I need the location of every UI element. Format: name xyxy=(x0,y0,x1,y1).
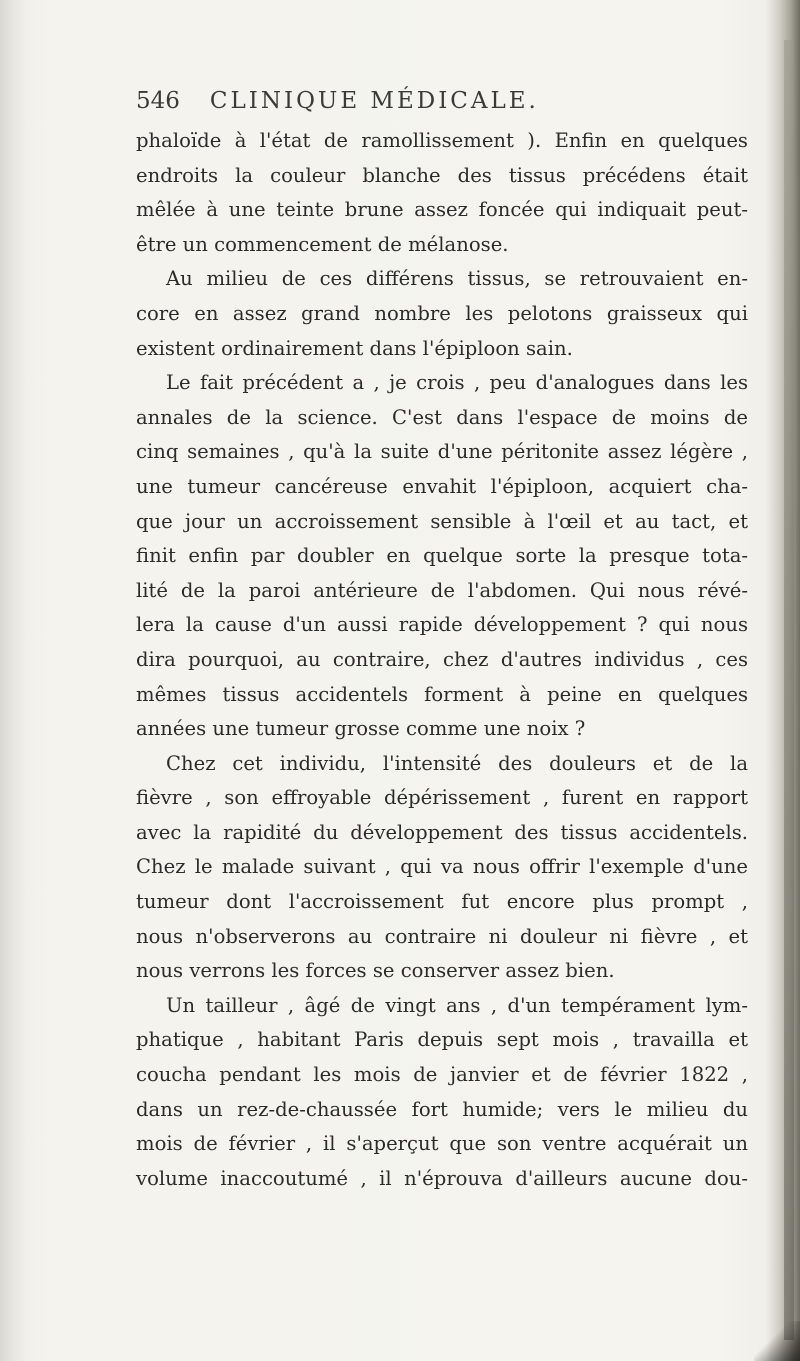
text-line: années une tumeur grosse comme une noix ? xyxy=(136,717,586,741)
text-line: que jour un accroissement sensible à l'œil et au tact, et xyxy=(136,509,748,533)
text-line: nous verrons les forces se conserver assez bien. xyxy=(136,959,615,983)
text-line: cinq semaines , qu'à la suite d'une péritonite assez légère , xyxy=(136,440,748,464)
text-line: phaloïde à l'état de ramollissement ). Enfin en quelques xyxy=(136,129,748,152)
text-line: volume inaccoutumé , il n'éprouva d'ailleurs aucune dou- xyxy=(136,1166,748,1190)
text-line: dira pourquoi, au contraire, chez d'autres individus , ces xyxy=(136,647,748,671)
text-line: Chez le malade suivant , qui va nous offrir l'exemple d'une xyxy=(136,855,748,879)
text-line: être un commencement de mélanose. xyxy=(136,232,509,256)
text-line: endroits la couleur blanche des tissus précédens était xyxy=(136,163,748,187)
text-line: existent ordinairement dans l'épiploon sain. xyxy=(136,336,573,360)
running-title: CLINIQUE MÉDICALE. xyxy=(209,88,539,114)
text-line: dans un rez-de-chaussée fort humide; vers le milieu du xyxy=(136,1097,748,1121)
page-left-edge xyxy=(0,0,26,1361)
text-line: Au milieu de ces différens tissus, se retrouvaient en- xyxy=(166,267,748,291)
text-line: mois de février , il s'aperçut que son ventre acquérait un xyxy=(136,1132,748,1156)
page-binding-shadow xyxy=(784,40,794,1340)
text-line: mêlée à une teinte brune assez foncée qui indiquait peut- xyxy=(136,198,748,222)
text-line: core en assez grand nombre les pelotons graisseux qui xyxy=(136,301,748,325)
text-line: une tumeur cancéreuse envahit l'épiploon, acquiert cha- xyxy=(136,474,748,498)
text-line: avec la rapidité du développement des tissus accidentels. xyxy=(136,820,748,844)
text-line: annales de la science. C'est dans l'espace de moins de xyxy=(136,405,748,429)
text-line: mêmes tissus accidentels forment à peine en quelques xyxy=(136,682,748,706)
text-line: lité de la paroi antérieure de l'abdomen. Qui nous révé- xyxy=(136,578,748,602)
page-right-edge xyxy=(766,0,800,1361)
text-line: Un tailleur , âgé de vingt ans , d'un tempérament lym- xyxy=(166,993,748,1017)
running-header xyxy=(136,88,736,122)
text-line: coucha pendant les mois de janvier et de février 1822 , xyxy=(136,1063,748,1087)
text-line: phatique , habitant Paris depuis sept mois , travailla et xyxy=(136,1028,748,1052)
text-line: Le fait précédent a , je crois , peu d'analogues dans les xyxy=(166,371,748,395)
text-line: nous n'observerons au contraire ni douleur ni fièvre , et xyxy=(136,924,748,948)
text-line: Chez cet individu, l'intensité des douleurs et de la xyxy=(166,751,748,775)
text-line: finit enfin par doubler en quelque sorte la presque tota- xyxy=(136,544,748,568)
page-number: 546 xyxy=(136,88,180,114)
text-line: tumeur dont l'accroissement fut encore plus prompt , xyxy=(136,890,748,914)
text-line: fièvre , son effroyable dépérissement , furent en rapport xyxy=(136,786,748,810)
page-corner-shadow xyxy=(754,1321,800,1361)
body-text xyxy=(136,124,748,1196)
text-line: lera la cause d'un aussi rapide développement ? qui nous xyxy=(136,613,748,637)
